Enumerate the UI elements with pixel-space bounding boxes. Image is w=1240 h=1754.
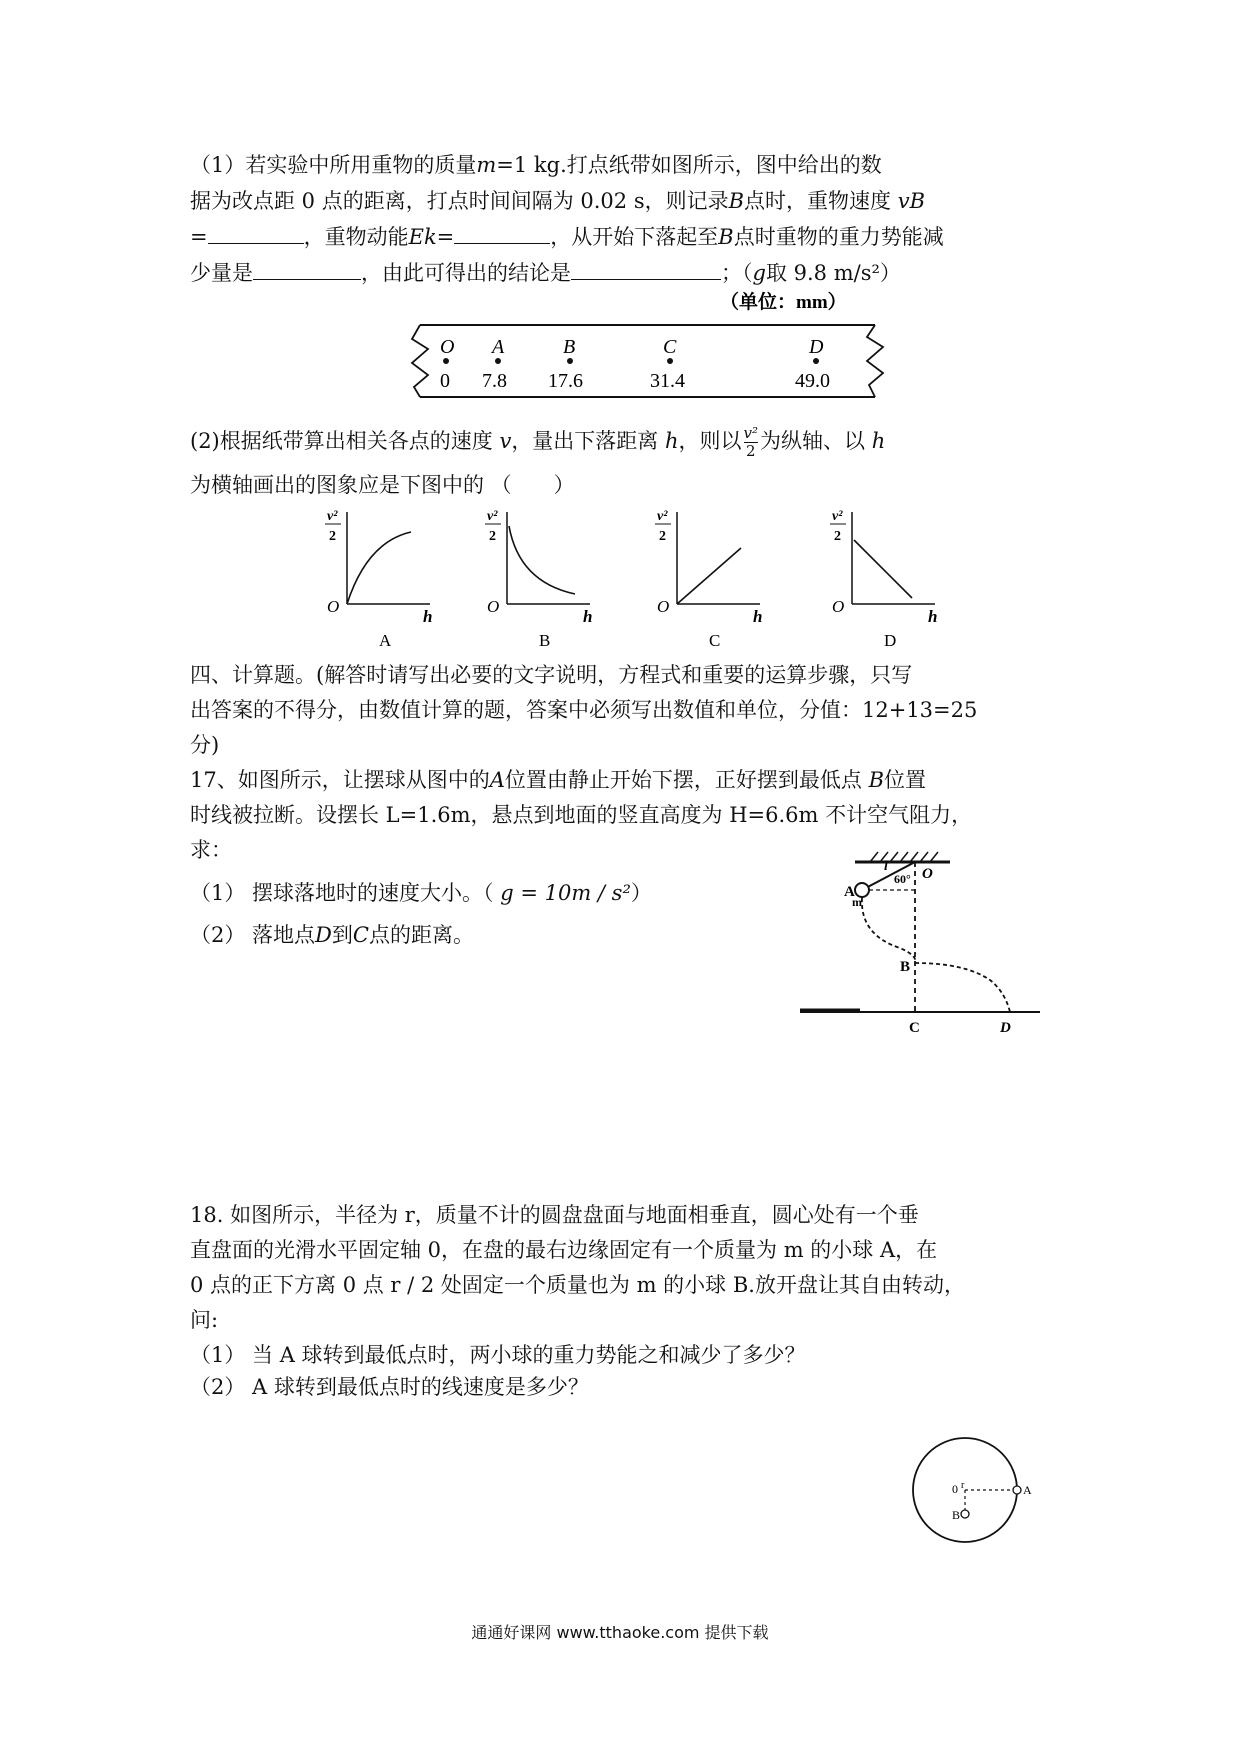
answer-blank-Ek[interactable] [454,225,550,244]
tape-point-label: C [663,336,677,358]
graph-ylabel-num: v² [832,509,843,524]
q17-line1: 17、如图所示，让摆球从图中的A位置由静止开始下摆，正好摆到最低点 B位置 [190,768,927,792]
answer-blank-conclusion[interactable] [571,261,721,280]
q17-line3: 求： [190,838,232,862]
tape-point-value: 7.8 [482,370,507,392]
ball-b [961,1510,969,1518]
graph-curve-decay [509,526,575,594]
page-footer: 通通好课网 www.tthaoke.com 提供下载 [471,1623,769,1642]
graph-xlabel: h [423,607,433,626]
tape-point-d [795,336,830,392]
q18-line3: 0 点的正下方离 0 点 r / 2 处固定一个质量也为 m 的小球 B.放开盘让其自由转动， [190,1273,965,1297]
tape-point-label: A [492,336,505,358]
graph-option-a [325,509,432,650]
q16-p2-line1: (2)根据纸带算出相关各点的速度 v，量出下落距离 h，则以 $\frac{\text{v²}}{2}$ 为纵轴、以 h [190,424,886,460]
graph-ylabel-den: 2 [329,529,336,544]
graph-ylabel-num: v² [657,509,668,524]
tape-torn-right-edge [867,325,883,397]
tape-dot [813,358,819,364]
tape-point-c [650,336,685,392]
tape-point-a [482,336,507,392]
tape-point-b [548,336,583,392]
graph-option-label: B [539,631,551,650]
tape-point-value: 31.4 [650,370,685,392]
graph-option-c [655,509,762,650]
graph-xlabel: h [928,607,938,626]
graph-line-increasing [677,548,741,604]
q18-sub1: （1） 当 A 球转到最低点时，两小球的重力势能之和减少了多少？ [190,1343,806,1367]
q18-sub2: （2） A 球转到最低点时的线速度是多少？ [190,1375,589,1399]
q18-line4: 问: [190,1308,219,1332]
graph-ylabel-den: 2 [489,529,496,544]
q16-p1-line2: 据为改点距 0 点的距离，打点时间间隔为 0.02 s，则记录B点时，重物速度 vB [190,189,926,213]
q16-p1-line1: （1）若实验中所用重物的质量m=1 kg.打点纸带如图所示，图中给出的数 [190,153,882,177]
disc-figure [905,1430,1055,1560]
pivot-label-o: O [922,866,933,882]
q17-sub2: （2） 落地点D到C点的距离。 [190,923,474,947]
mass-label-m: m [852,895,862,909]
angle-label: 60° [894,872,911,886]
v-squared-over-2-fraction: $\frac{\text{v²}}{2}$ [743,424,759,460]
graph-curve-concave [347,532,411,604]
tape-point-label: O [440,336,455,358]
graph-origin: O [327,597,340,616]
section-4-line2: 出答案的不得分，由数值计算的题，答案中必须写出数值和单位，分值：12+13=25 [190,698,978,722]
graph-origin: O [657,597,670,616]
ball-label-b: B [952,1508,961,1522]
position-label-c: C [909,1020,920,1036]
pendulum-arc-path [862,898,916,963]
graph-option-label: D [884,631,897,650]
graph-ylabel-num: v² [487,509,498,524]
graph-option-label: A [379,631,392,650]
answer-blank-dEp[interactable] [253,261,361,280]
paper-tape-figure [400,285,890,410]
q17-sub1: （1） 摆球落地时的速度大小。（ g = 10m / s²） [190,881,652,905]
graph-ylabel-den: 2 [834,529,841,544]
projectile-path [915,963,1010,1012]
tape-dot [667,358,673,364]
tape-point-o [440,336,454,392]
graph-option-label: C [709,631,721,650]
pendulum-figure [800,840,1060,1055]
tape-point-value: 0 [440,370,450,392]
section-4-line1: 四、计算题。(解答时请写出必要的文字说明，方程式和重要的运算步骤，只写 [190,663,913,687]
graph-options-figure [315,500,975,650]
graph-origin: O [832,597,845,616]
graph-ylabel-den: 2 [659,529,666,544]
tape-unit: （单位：mm） [720,292,847,313]
center-label-o: 0 [952,1482,958,1496]
graph-ylabel-num: v² [327,509,338,524]
tape-point-label: B [563,336,576,358]
tape-point-value: 49.0 [795,370,830,392]
q16-p1-line4: 少量是 ，由此可得出的结论是 ；（g取 9.8 m/s²） [190,261,901,285]
graph-origin: O [487,597,500,616]
tape-dot [443,358,449,364]
tape-dot [495,358,501,364]
answer-blank-vB[interactable] [208,225,304,244]
graph-xlabel: h [753,607,763,626]
string-label-l: l [884,859,888,874]
tape-point-value: 17.6 [548,370,583,392]
graph-option-d [830,509,937,650]
position-label-a: A [844,884,855,900]
graph-xlabel: h [583,607,593,626]
position-label-b: B [900,959,911,975]
graph-option-b [485,509,592,650]
section-4-line3: 分) [190,733,220,757]
tape-torn-left-edge [412,325,428,397]
q16-p2-line2: 为横轴画出的图象应是下图中的 （ ） [190,473,575,497]
q18-line2: 直盘面的光滑水平固定轴 0，在盘的最右边缘固定有一个质量为 m 的小球 A，在 [190,1238,938,1262]
position-label-d: D [1000,1020,1011,1036]
radius-label-r: r [961,1480,965,1491]
ball-label-a: A [1023,1483,1032,1497]
q17-line2: 时线被拉断。设摆长 L=1.6m，悬点到地面的竖直高度为 H=6.6m 不计空气阻力， [190,803,973,827]
graph-line-decreasing [854,540,912,598]
q16-p1-line3: = ，重物动能Ek= ，从开始下落起至B点时重物的重力势能减 [190,225,944,249]
tape-dot [567,358,573,364]
q18-line1: 18. 如图所示，半径为 r，质量不计的圆盘盘面与地面相垂直，圆心处有一个垂 [190,1203,919,1227]
ball-a [1013,1486,1021,1494]
tape-point-label: D [809,336,824,358]
